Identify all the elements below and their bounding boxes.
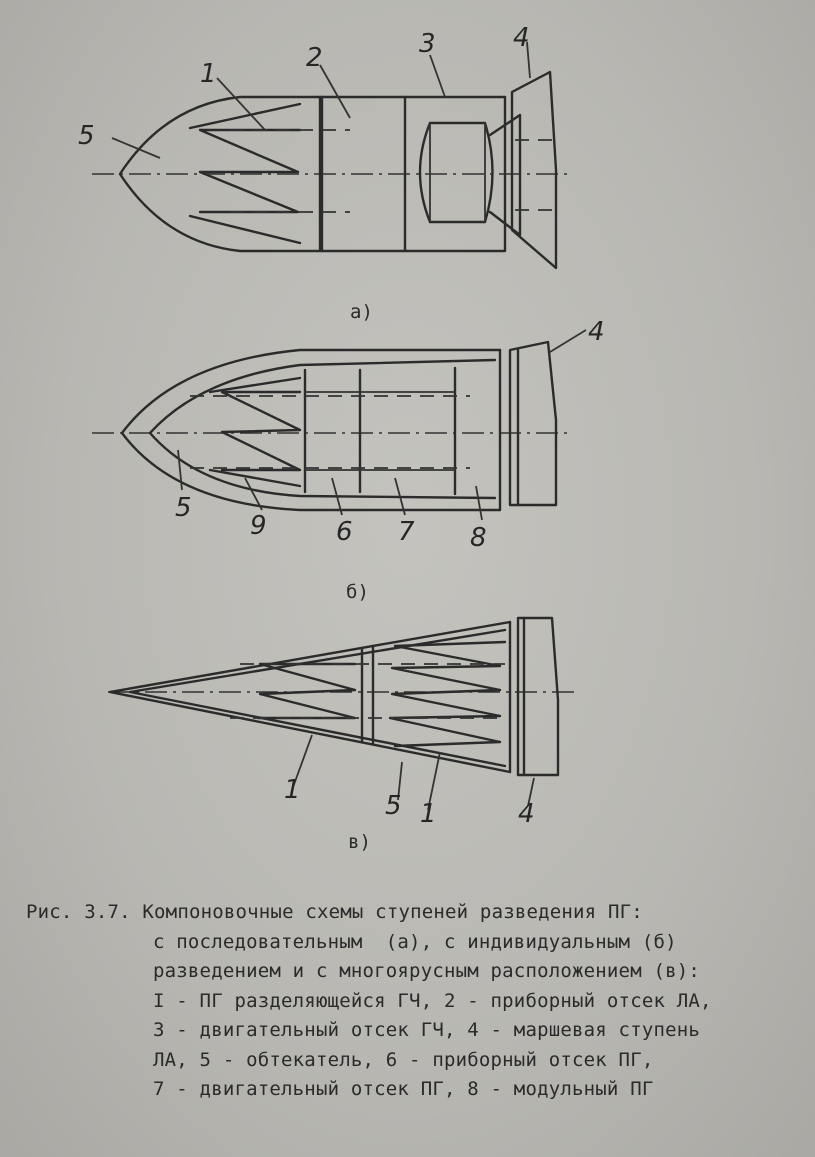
panel-b-payload-cones bbox=[222, 392, 300, 470]
panel-b-diagram bbox=[92, 330, 586, 520]
panel-b-callout-8: 8 bbox=[470, 523, 487, 553]
panel-c-callout-4: 4 bbox=[518, 799, 535, 829]
caption-line-7: 7 - двигательный отсек ПГ, 8 - модульный ПГ bbox=[153, 1078, 654, 1100]
figure-caption bbox=[26, 898, 796, 1105]
caption-line-4: I - ПГ разделяющейся ГЧ, 2 - приборный отсек ЛА, bbox=[153, 989, 712, 1012]
panel-b-callout-9: 9 bbox=[250, 511, 267, 541]
panel-b-callout-5: 5 bbox=[175, 493, 192, 523]
panel-c-rear-cones bbox=[390, 642, 505, 746]
panel-b-fairing-outer bbox=[122, 350, 500, 510]
panel-c-callout-1a: 1 bbox=[284, 775, 301, 805]
panel-a-stage bbox=[512, 72, 556, 268]
panel-a-label: а) bbox=[350, 301, 373, 323]
panel-a-callout-5: 5 bbox=[78, 121, 95, 151]
panel-a-callout-4: 4 bbox=[513, 23, 530, 53]
panel-b-label: б) bbox=[346, 581, 369, 603]
panel-b-callout-7: 7 bbox=[398, 517, 415, 547]
panel-c-fairing-inner bbox=[130, 630, 505, 766]
caption-line-1: Компоновочные схемы ступеней разведения ПГ: bbox=[142, 901, 643, 923]
panel-a-callout-3: 3 bbox=[419, 29, 436, 59]
panel-a-callout-2: 2 bbox=[306, 43, 323, 73]
panel-b-fairing-inner bbox=[150, 360, 495, 498]
panel-c-callout-5: 5 bbox=[385, 791, 402, 821]
panel-b-callout-4: 4 bbox=[588, 317, 605, 347]
caption-line-5: 3 - двигательный отсек ГЧ, 4 - маршевая ступень bbox=[153, 1019, 701, 1041]
caption-line-2: с последовательным (а), с индивидуальным (б) bbox=[153, 930, 677, 953]
panel-c-front-cones bbox=[258, 664, 355, 718]
panel-a-payload-cones bbox=[200, 130, 300, 212]
panel-a-callout-1: 1 bbox=[200, 59, 217, 89]
panel-a-diagram bbox=[92, 42, 570, 268]
panel-c-diagram bbox=[108, 618, 578, 810]
panel-c-callout-1b: 1 bbox=[420, 799, 437, 829]
panel-b-callout-6: 6 bbox=[336, 517, 353, 547]
caption-line-3: разведением и с многоярусным расположением (в): bbox=[153, 960, 701, 982]
panel-c-label: в) bbox=[348, 831, 371, 853]
caption-prefix: Рис. 3.7. bbox=[26, 901, 131, 923]
caption-line-6: ЛА, 5 - обтекатель, 6 - приборный отсек ПГ, bbox=[153, 1048, 654, 1071]
